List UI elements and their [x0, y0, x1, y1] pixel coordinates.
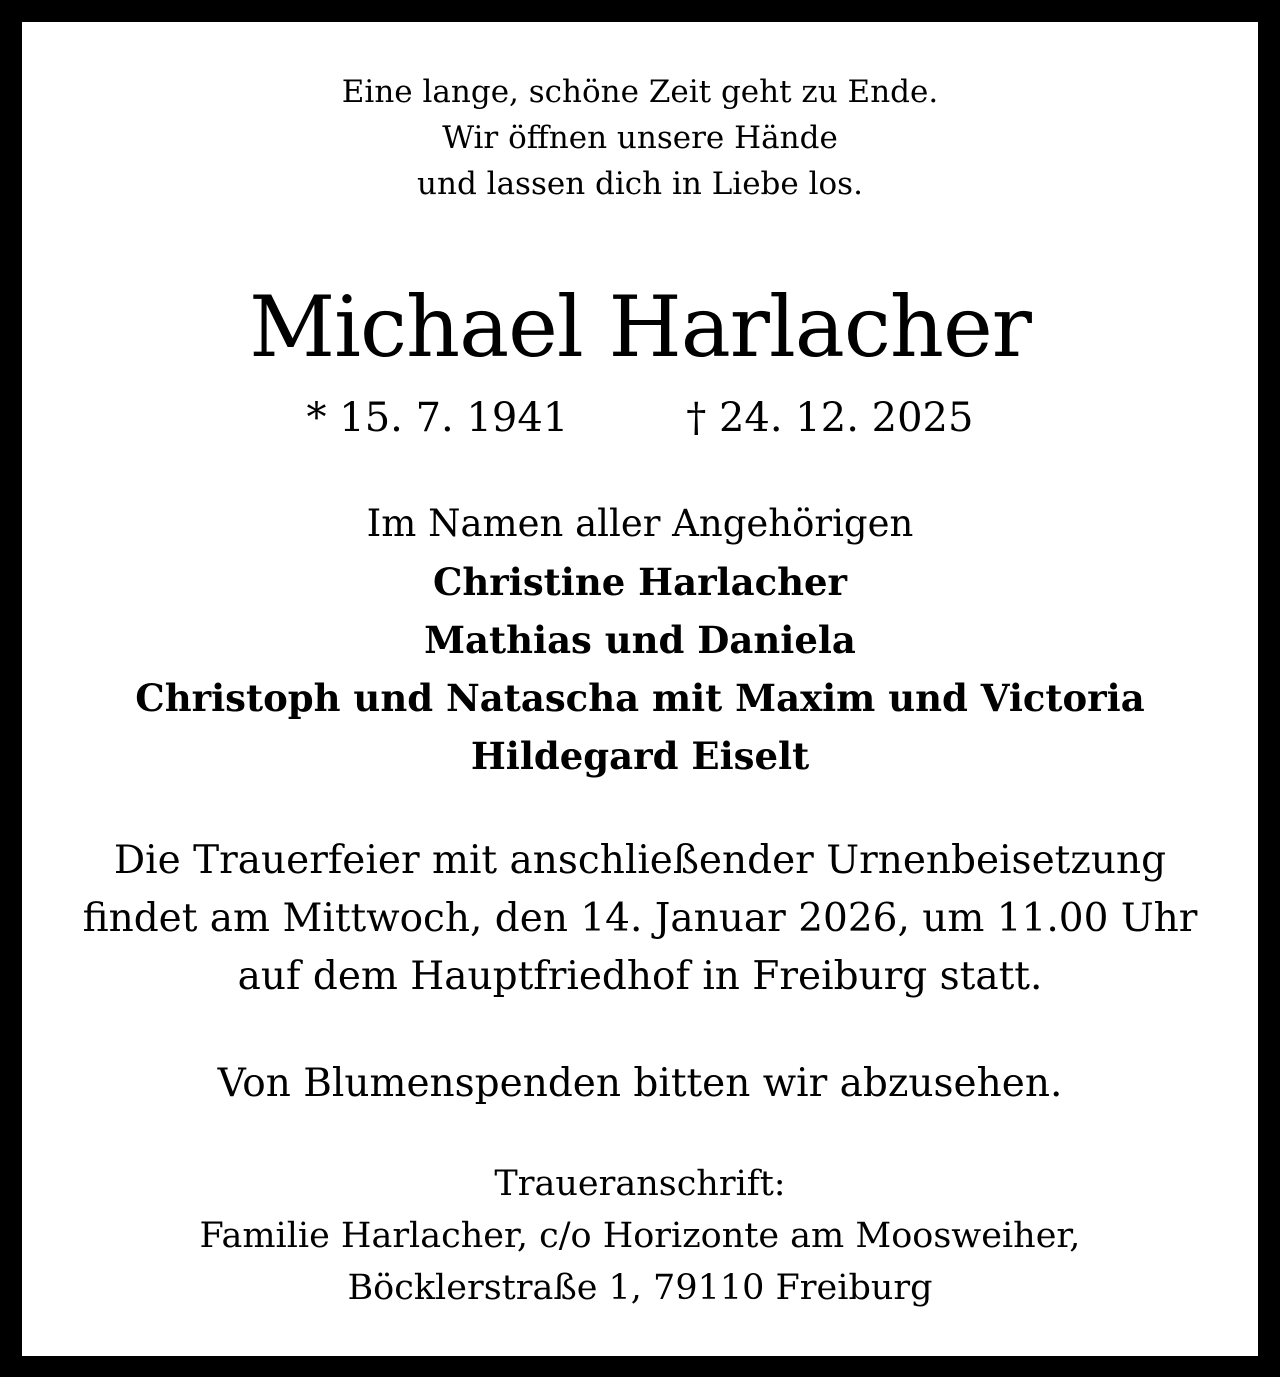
- address-line: Familie Harlacher, c/o Horizonte am Moosweiher,: [199, 1216, 1081, 1256]
- mourner-name: Christoph und Natascha mit Maxim und Victoria: [135, 676, 1145, 720]
- life-dates: [22, 393, 1258, 443]
- address-line: Böcklerstraße 1, 79110 Freiburg: [347, 1268, 933, 1308]
- ceremony-line: findet am Mittwoch, den 14. Januar 2026, um 11.00 Uhr: [82, 896, 1198, 941]
- verse-line: und lassen dich in Liebe los.: [417, 166, 863, 202]
- mourner-name: Christine Harlacher: [432, 560, 848, 604]
- deceased-name: Michael Harlacher: [249, 278, 1031, 376]
- mourner-name: Hildegard Eiselt: [470, 734, 810, 778]
- flowers-note: Von Blumenspenden bitten wir abzusehen.: [217, 1061, 1063, 1106]
- verse-line: Wir öffnen unsere Hände: [442, 120, 838, 156]
- birth-date: * 15. 7. 1941: [306, 395, 569, 441]
- verse-line: Eine lange, schöne Zeit geht zu Ende.: [341, 74, 939, 110]
- mourners-intro: Im Namen aller Angehörigen: [366, 502, 914, 545]
- address-label: Traueranschrift:: [494, 1164, 786, 1204]
- ceremony-line: Die Trauerfeier mit anschließender Urnenbeisetzung: [113, 838, 1167, 883]
- death-date: † 24. 12. 2025: [686, 395, 974, 441]
- ceremony-line: auf dem Hauptfriedhof in Freiburg statt.: [237, 954, 1043, 999]
- mourner-name: Mathias und Daniela: [424, 618, 856, 662]
- obituary-notice: [22, 22, 1258, 1356]
